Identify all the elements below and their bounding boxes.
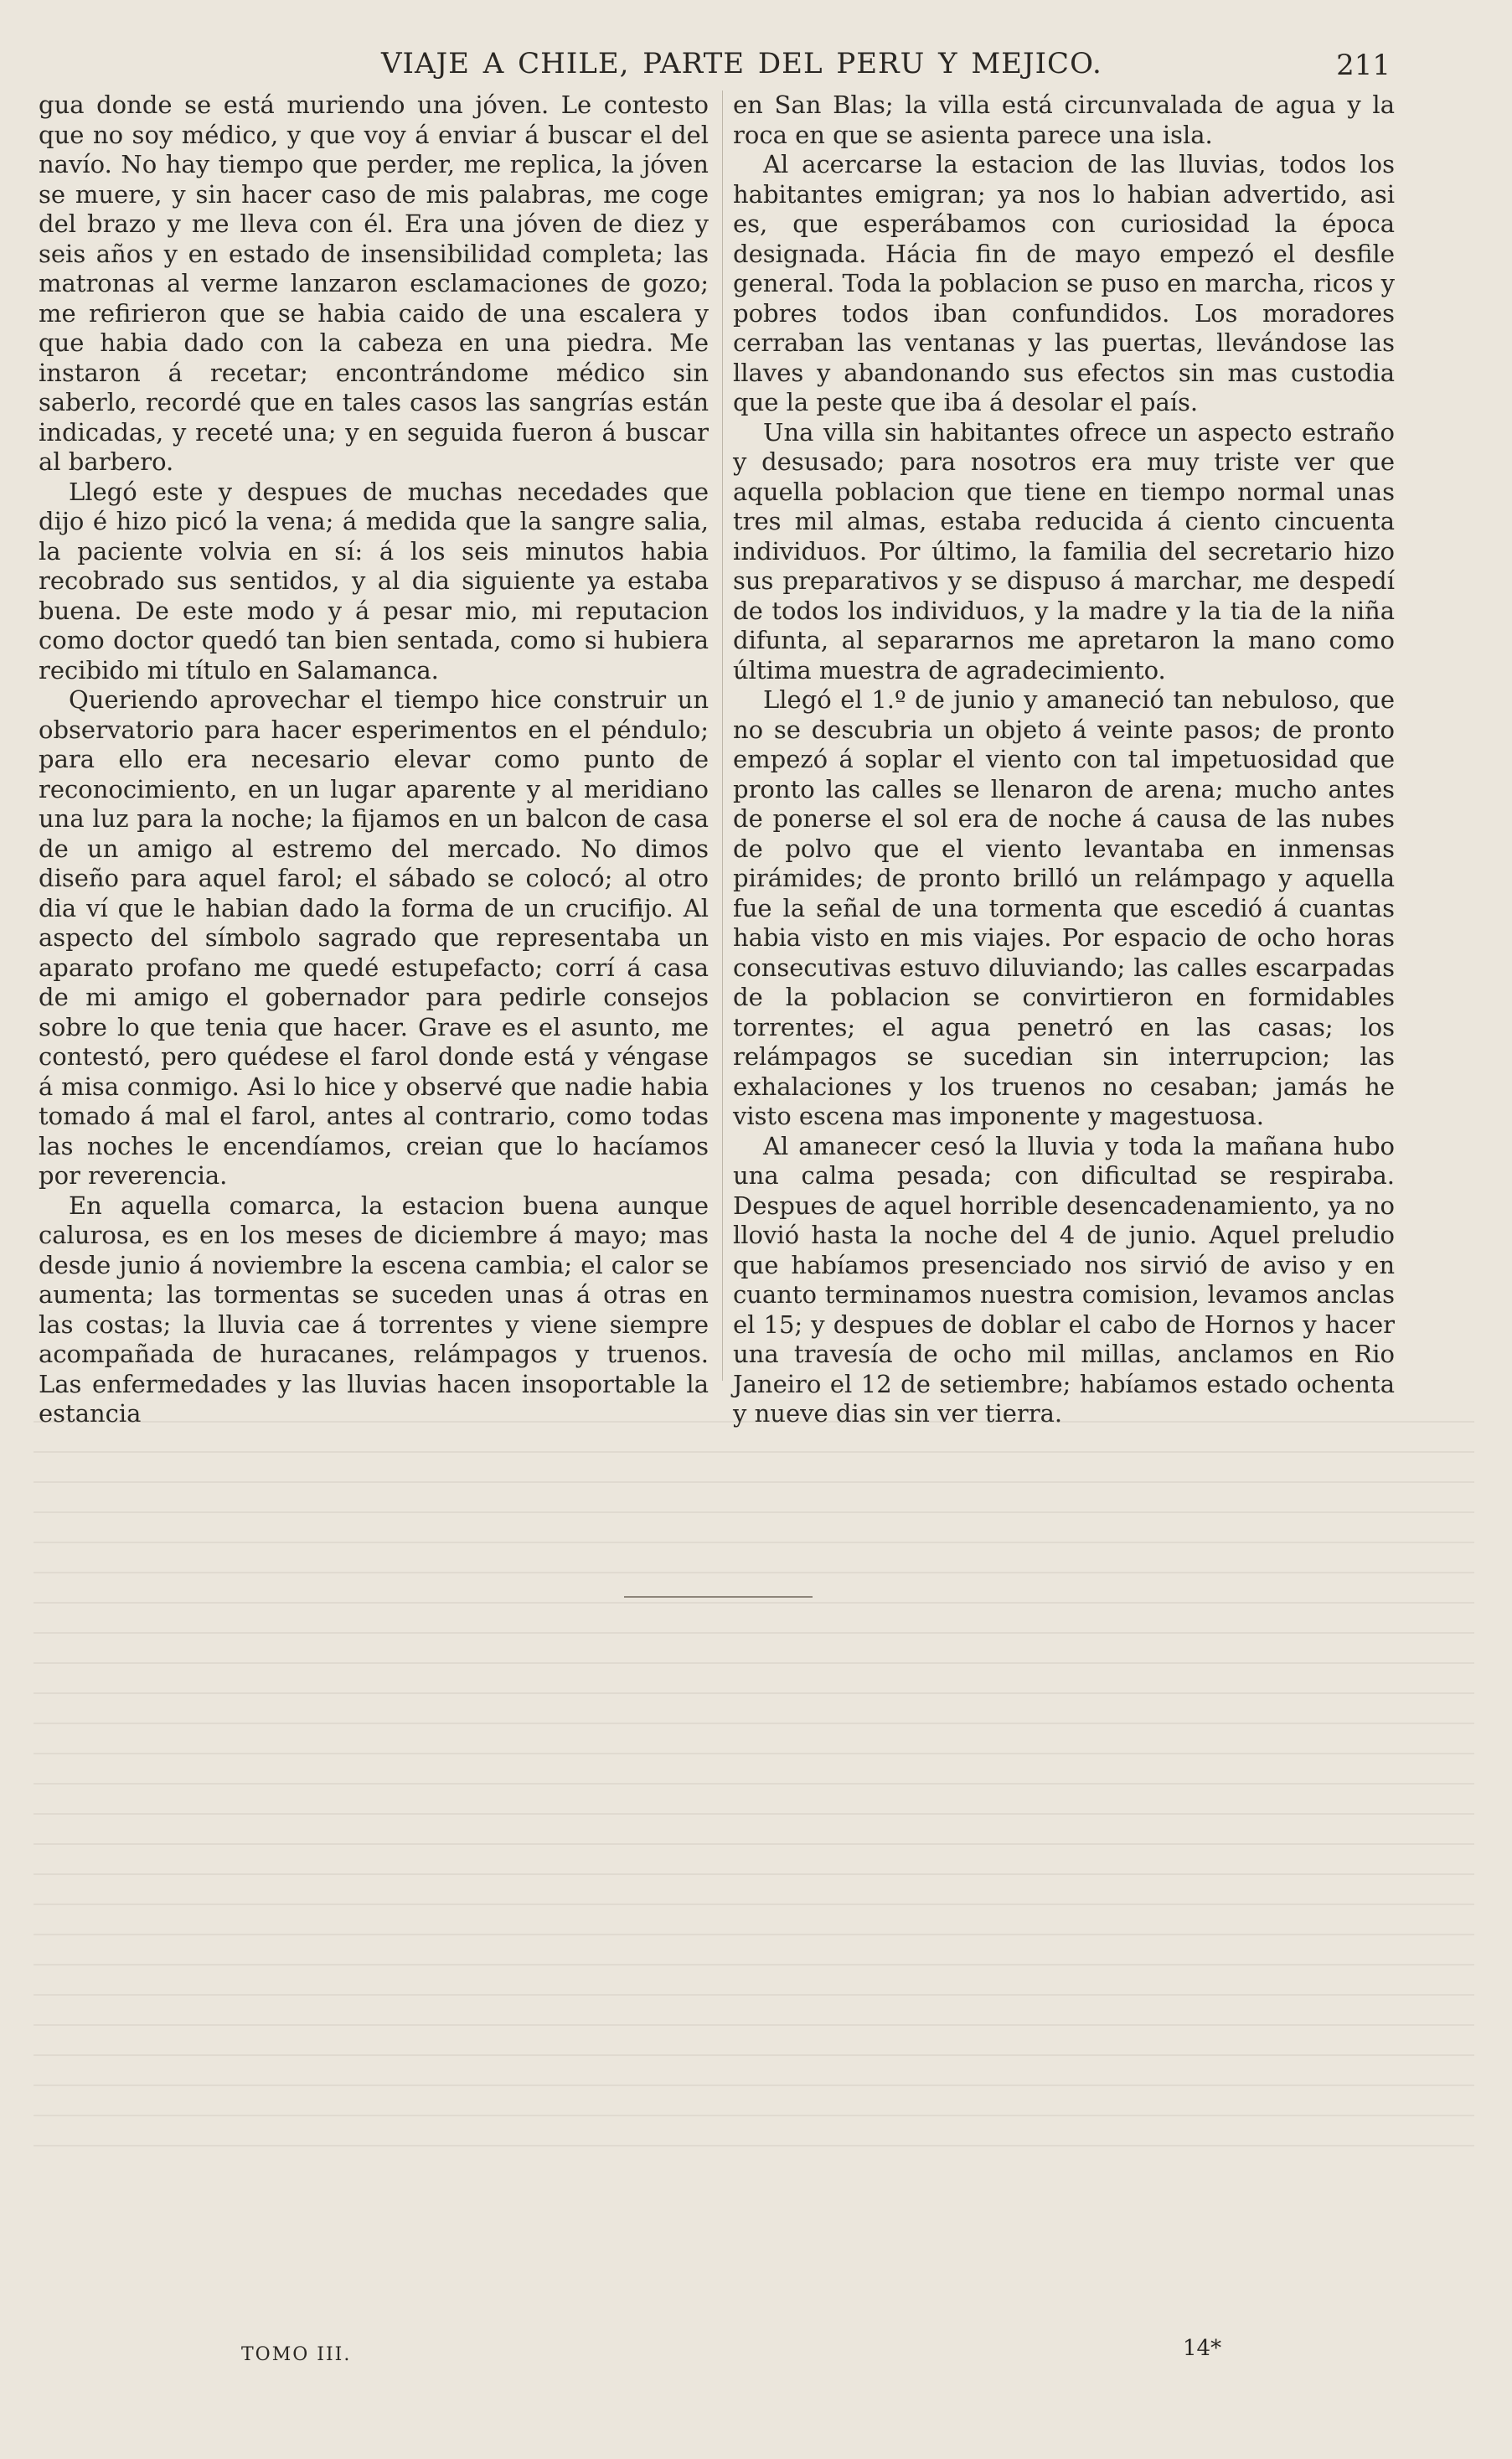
left-paragraph-1: gua donde se está muriendo una jóven. Le contesto que no soy médico, y que voy á enviar á buscar el del navío. No hay tiempo que perder, me replica, la jóven se muere, y sin hacer caso de mis palabras, me coge del brazo y me lleva con él. Era una jóven de diez y seis años y en estado de insensibilidad completa; las matronas al verme lanzaron esclamaciones de gozo; me refirieron que se habia caido de una escalera y que habia dado con la cabeza en una piedra. Me instaron á recetar; encontrándome médico sin saberlo, recordé que en tales casos las sangrías están indicadas, y receté una; y en seguida fueron á buscar al barbero. xyxy=(39,90,709,476)
right-column xyxy=(733,90,1395,1429)
page-number: 211 xyxy=(1336,49,1391,82)
section-rule xyxy=(624,1596,813,1598)
volume-mark: TOMO III. xyxy=(241,2344,352,2365)
column-divider xyxy=(722,90,723,1381)
right-paragraph-1: en San Blas; la villa está circunvalada de agua y la roca en que se asienta parece una isla. xyxy=(733,90,1395,149)
right-paragraph-5: Al amanecer cesó la lluvia y toda la mañana hubo una calma pesada; con dificultad se respiraba. Despues de aquel horrible desencadenamiento, ya no llovió hasta la noche del 4 de junio. Aquel preludio que habíamos presenciado nos sirvió de aviso y en cuanto terminamos nuestra comision, levamos anclas el 15; y despues de doblar el cabo de Hornos y hacer una travesía de ocho mil millas, anclamos en Rio Janeiro el 12 de setiembre; habíamos estado ochenta y nueve dias sin ver tierra. xyxy=(733,1131,1395,1428)
right-paragraph-2: Al acercarse la estacion de las lluvias, todos los habitantes emigran; ya nos lo habian advertido, asi es, que esperábamos con curiosidad la época designada. Hácia fin de mayo empezó el desfile general. Toda la poblacion se puso en marcha, ricos y pobres todos iban confundidos. Los moradores cerraban las ventanas y las puertas, llevándose las llaves y abandonando sus efectos sin mas custodia que la peste que iba á desolar el país. xyxy=(733,150,1395,416)
left-paragraph-2: Llegó este y despues de muchas necedades que dijo é hizo picó la vena; á medida que la sangre salia, la paciente volvia en sí: á los seis minutos habia recobrado sus sentidos, y al dia siguiente ya estaba buena. De este modo y á pesar mio, mi reputacion como doctor quedó tan bien sentada, como si hubiera recibido mi título en Salamanca. xyxy=(39,477,709,684)
left-paragraph-3: Queriendo aprovechar el tiempo hice construir un observatorio para hacer esperimentos en el péndulo; para ello era necesario elevar como punto de reconocimiento, en un lugar aparente y al meridiano una luz para la noche; la fijamos en un balcon de casa de un amigo al estremo del mercado. No dimos diseño para aquel farol; el sábado se colocó; al otro dia ví que le habian dado la forma de un crucifijo. Al aspecto del símbolo sagrado que representaba un aparato profano me quedé estupefacto; corrí á casa de mi amigo el gobernador para pedirle consejos sobre lo que tenia que hacer. Grave es el asunto, me contestó, pero quédese el farol donde está y véngase á misa conmigo. Asi lo hice y observé que nadie habia tomado á mal el farol, antes al contrario, como todas las noches le encendíamos, creian que lo hacíamos por reverencia. xyxy=(39,685,709,1190)
show-through-texture xyxy=(34,1399,1474,2153)
right-paragraph-3: Una villa sin habitantes ofrece un aspecto estraño y desusado; para nosotros era muy triste ver que aquella poblacion que tiene en tiempo normal unas tres mil almas, estaba reducida á ciento cincuenta individuos. Por último, la familia del secretario hizo sus preparativos y se dispuso á marchar, me despedí de todos los individuos, y la madre y la tia de la niña difunta, al separarnos me apretaron la mano como última muestra de agradecimiento. xyxy=(733,417,1395,684)
left-column xyxy=(39,90,709,1429)
left-paragraph-4: En aquella comarca, la estacion buena aunque calurosa, es en los meses de diciembre á mayo; mas desde junio á noviembre la escena cambia; el calor se aumenta; las tormentas se suceden unas á otras en las costas; la lluvia cae á torrentes y viene siempre acompañada de huracanes, relámpagos y truenos. Las enfermedades y las lluvias hacen insoportable la estancia xyxy=(39,1191,709,1428)
signature-mark: 14* xyxy=(1183,2336,1222,2361)
page-header xyxy=(0,47,1512,90)
right-paragraph-4: Llegó el 1.º de junio y amaneció tan nebuloso, que no se descubria un objeto á veinte pasos; de pronto empezó á soplar el viento con tal impetuosidad que pronto las calles se llenaron de arena; mucho antes de ponerse el sol era de noche á causa de las nubes de polvo que el viento levantaba en inmensas pirámides; de pronto brilló un relámpago y aquella fue la señal de una tormenta que escedió á cuantas habia visto en mis viajes. Por espacio de ocho horas consecutivas estuvo diluviando; las calles escarpadas de la poblacion se convirtieron en formidables torrentes; el agua penetró en las casas; los relámpagos se sucedian sin interrupcion; las exhalaciones y los truenos no cesaban; jamás he visto escena mas imponente y magestuosa. xyxy=(733,685,1395,1130)
running-title: VIAJE A CHILE, PARTE DEL PERU Y MEJICO. xyxy=(381,47,1102,80)
